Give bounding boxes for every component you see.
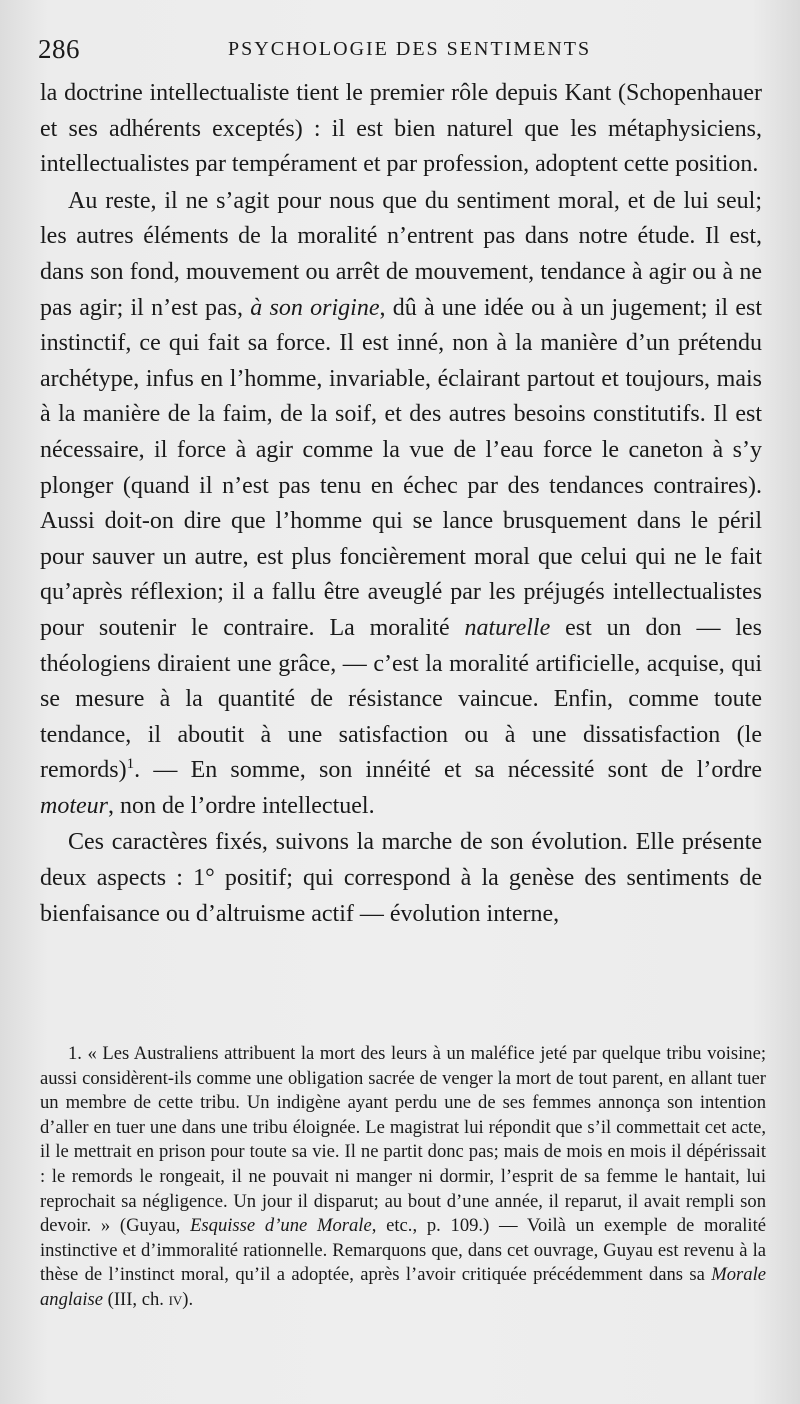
text-run: , etc., p. 109.) — Voilà un exemple de moralité instinctive et d’immoralité rationnelle. Remarquons que, dans cet ouvrage, Guyau est revenu à la thèse de l’instinct moral, qu’il a adoptée, après l’avoir critiquée précédemment dans sa [40, 1215, 766, 1286]
text-run: . — En somme, son innéité et sa nécessité sont de l’ordre [134, 757, 762, 784]
text-run: (III, ch. [103, 1288, 169, 1310]
italic-text: Esquisse d’une Morale [190, 1215, 372, 1237]
text-run: Ces caractères fixés, suivons la marche de son évolution. Elle présente deux aspects : 1° positif; qui correspond à la genèse des sentiments de bienfaisance ou d’altruisme actif — évolution interne, [40, 829, 762, 927]
text-run: ). [182, 1288, 194, 1310]
main-text [40, 76, 762, 932]
running-title: PSYCHOLOGIE DES SENTIMENTS [228, 38, 592, 60]
page-header [38, 34, 760, 66]
footnote-1 [40, 1042, 766, 1313]
text-run: , dû à une idée ou à un jugement; il est instinctif, ce qui fait sa force. Il est inné, non à la manière d’un prétendu archétype, infus en l’homme, invariable, éclairant partout et toujours, mais à la manière de la faim, de la soif, et des autres besoins constitutifs. Il est nécessaire, il force à agir comme la vue de l’eau force le caneton à s’y plonger (quand il n’est pas tenu en échec par des tendances contraires). Aussi doit-on dire que l’homme qui se lance brusquement dans le péril pour sauver un autre, est plus foncièrement moral que celui qui ne le fait qu’après réflexion; il a fallu être aveuglé par les préjugés intellectualistes pour soutenir le contraire. La moralité [40, 294, 763, 641]
footnotes [40, 1042, 766, 1313]
paragraph-continuation [40, 76, 762, 183]
paragraph-moral-sentiment [40, 184, 762, 825]
page-number: 286 [38, 34, 80, 64]
italic-text: naturelle [464, 614, 551, 641]
text-run: Au reste, il ne s’agit pour nous que du sentiment moral, et de lui seul; les autres éléments de la moralité n’entrent pas dans notre étude. Il est, dans son fond, mouvement ou arrêt de mouvement, tendance à agir ou à ne pas agir; il n’est pas, [40, 187, 762, 321]
italic-text: moteur [40, 792, 108, 819]
italic-text: Morale anglaise [40, 1264, 766, 1310]
small-caps-text: iv [168, 1288, 183, 1310]
text-run: 1. « Les Australiens attribuent la mort des leurs à un maléfice jeté par quelque tribu voisine; aussi considèrent-ils comme une obligation sacrée de venger la mort de tout parent, en allant tuer un membre de cette tribu. Un indigène ayant perdu une de ses femmes annonça son intention d’aller en tuer une dans une tribu éloignée. Le magistrat lui répondit que s’il commettait cet acte, il le mettrait en prison pour toute sa vie. Il ne partit donc pas; mais de mois en mois il dépérissait : le remords le rongeait, il ne pouvait ni manger ni dormir, l’esprit de sa femme le hantait, lui reprochait sa négligence. Un jour il disparut; au bout d’une année, il reparut, il avait rempli son devoir. » (Guyau, [40, 1043, 766, 1237]
footnote-reference: 1 [126, 756, 135, 773]
text-run: est un don — les théologiens diraient une grâce, — c’est la moralité artificielle, acquise, qui se mesure à la quantité de résistance vaincue. Enfin, comme toute tendance, il aboutit à une satisfaction ou à une dissatisfaction (le remords) [40, 614, 762, 784]
text-run: la doctrine intellectualiste tient le premier rôle depuis Kant (Schopenhauer et ses adhérents exceptés) : il est bien naturel que les métaphysiciens, intellectualistes par tempérament et par profession, adoptent cette position. [40, 80, 762, 178]
italic-text: à son origine [250, 294, 380, 321]
text-run: , non de l’ordre intellectuel. [108, 792, 375, 819]
paragraph-evolution [40, 825, 762, 932]
